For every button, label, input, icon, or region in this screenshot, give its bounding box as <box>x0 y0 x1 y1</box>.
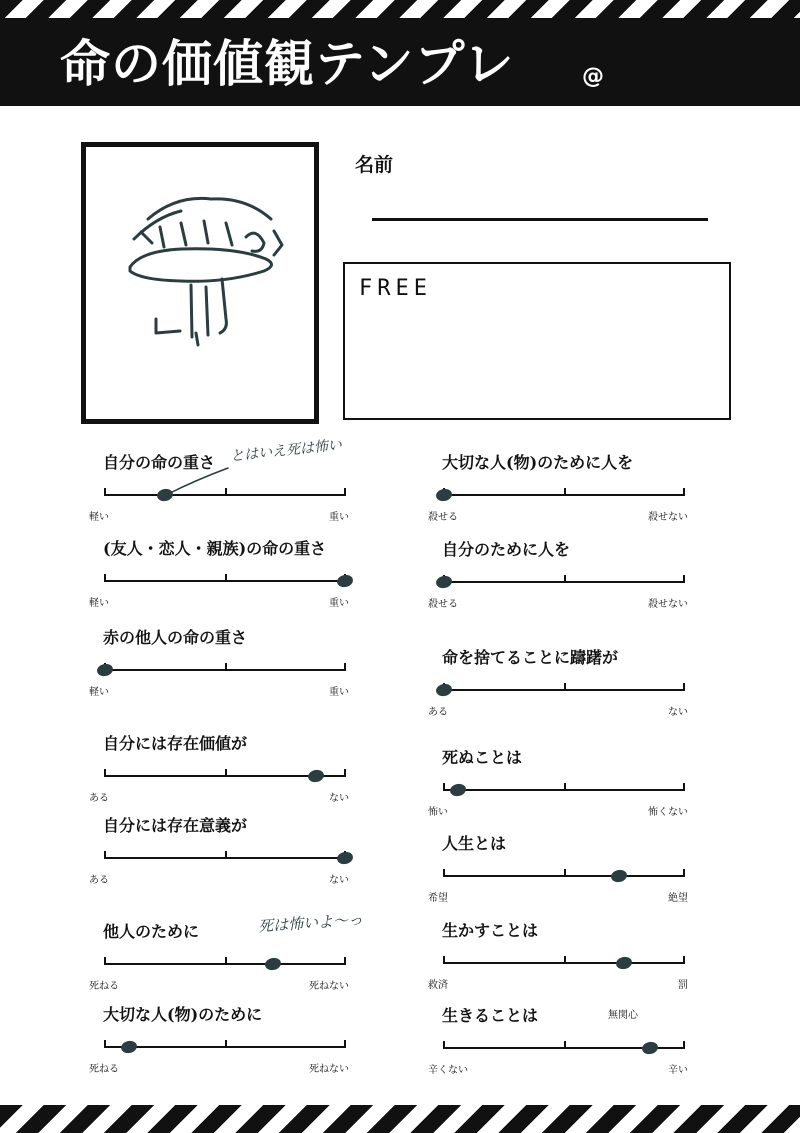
scale-low-label: 死ねる <box>89 1064 119 1075</box>
scale-question: 大切な人(物)のために <box>103 1005 263 1024</box>
scale-question: 自分には存在意義が <box>103 816 248 835</box>
page-title: 命の価値観テンプレ <box>60 34 515 93</box>
handwritten-note: とはいえ死は怖い <box>229 437 343 465</box>
scale-question: 大切な人(物)のために人を <box>442 453 634 472</box>
scale-question: 死ぬことは <box>442 748 523 767</box>
scale-low-label: ある <box>89 875 109 886</box>
scale-high-label: 怖くない <box>648 807 688 818</box>
scale-low-label: ある <box>428 707 448 718</box>
scale-high-label: 絶望 <box>668 893 688 904</box>
bottom-stripe-border <box>0 1105 800 1133</box>
scale-high-label: 死ねない <box>309 1064 349 1075</box>
handwritten-note: 死は怖いよ〜っ <box>257 910 364 936</box>
handle-at-sign: @ <box>582 64 604 89</box>
scale-low-label: 軽い <box>89 687 109 698</box>
scale-question: 他人のために <box>103 922 200 941</box>
scale-low-label: 軽い <box>89 598 109 609</box>
scale-high-label: ない <box>668 707 688 718</box>
scale-question: (友人・恋人・親族)の命の重さ <box>103 539 327 558</box>
scale-question: 自分の命の重さ <box>103 453 216 472</box>
scale-low-label: 救済 <box>428 980 448 991</box>
scale-low-label: 辛くない <box>428 1065 468 1076</box>
scale-high-label: 重い <box>329 512 349 523</box>
scale-low-label: ある <box>89 793 109 804</box>
handwritten-note: 無関心 <box>608 1010 638 1021</box>
scale-question: 赤の他人の命の重さ <box>103 628 248 647</box>
scale-question: 命を捨てることに躊躇が <box>442 648 619 667</box>
scale-high-label: ない <box>329 875 349 886</box>
scale-question: 自分には存在価値が <box>103 734 248 753</box>
scale-low-label: 希望 <box>428 893 448 904</box>
scale-high-label: 殺せない <box>648 599 688 610</box>
scale-low-label: 軽い <box>89 512 109 523</box>
name-label: 名前 <box>355 154 394 176</box>
scale-high-label: 死ねない <box>309 981 349 992</box>
scale-high-label: 重い <box>329 598 349 609</box>
scale-low-label: 死ねる <box>89 981 119 992</box>
scale-question: 人生とは <box>442 834 507 853</box>
scale-high-label: 殺せない <box>648 512 688 523</box>
scale-high-label: 重い <box>329 687 349 698</box>
scale-low-label: 殺せる <box>428 599 458 610</box>
scale-low-label: 怖い <box>428 807 448 818</box>
free-label: FREE <box>359 276 432 301</box>
scale-high-label: 辛い <box>668 1065 688 1076</box>
scale-question: 生かすことは <box>442 921 539 940</box>
scale-high-label: ない <box>329 793 349 804</box>
scale-low-label: 殺せる <box>428 512 458 523</box>
scale-high-label: 罰 <box>678 980 688 991</box>
scale-question: 自分のために人を <box>442 540 571 559</box>
scale-question: 生きることは <box>442 1006 539 1025</box>
